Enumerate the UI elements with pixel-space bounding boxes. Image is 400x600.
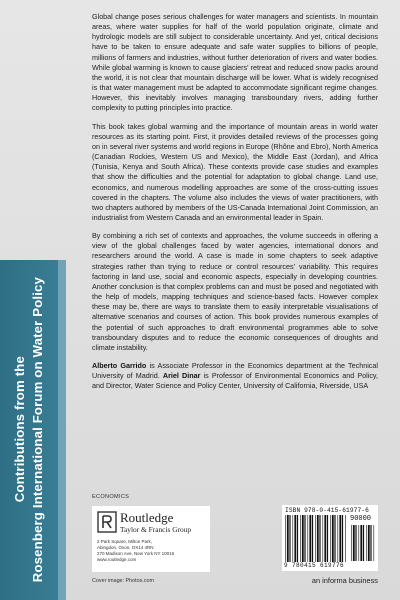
author2-name: Ariel Dinar [162,371,201,381]
publisher-group: Taylor & Francis Group [120,525,192,534]
series-band-stripe [58,260,66,600]
series-title-container [0,260,58,600]
series-title-line2: Rosenberg International Forum on Water Policy [30,277,45,583]
price-code: 90000 [350,515,372,523]
barcode-number: 9 780415 619776 [284,562,345,569]
author1-name: Alberto Garrido [92,361,147,370]
isbn-label: ISBN 978-0-415-61977-6 [285,507,369,514]
author2-bio: is Professor of Environmental Economics and Policy, and Director, Water Science and Policy Center, University of California, Riverside, USA [92,371,378,391]
cover-credit: Cover image: Photos.com [92,578,155,584]
informa-tagline: an informa business [311,576,378,585]
publisher-address-line: www.routledge.com [97,557,137,562]
series-title-line1: Contributions from the [12,356,27,504]
price-barcode [350,525,376,561]
publisher-address [97,539,209,563]
ean-barcode [284,515,348,562]
author1-bio: is Associate Professor in the Economics department at the Technical University of Madrid. [92,361,378,381]
barcode-box [282,505,378,571]
publisher-box [92,506,210,572]
publisher-address-line: 270 Madison Ave, New York NY 10016 [97,551,175,556]
blurb-paragraph-1: Global change poses serious challenges for water managers and scientists. In mountain areas, where water supplies for half of the world population originate, climate and hydrologic models are still subject to considerable uncertainty. And yet, critical decisions have to be taken to ensure adequate and safe water supplies to billions of people, millions of farmers and industries, without further deterioration of rivers and water bodies. While global warming is known to cause glaciers' retreat and reduced snow packs around the world, it is not clear that mountain discharge will be lower. What is widely recognised is that water management must be adapted to accommodate significant regime changes. However, this inevitably involves managing transboundary rivers, adding further complexity to putting principles into practice. [92,12,378,113]
series-title [11,277,47,582]
publisher-address-line: Abingdon, Oxon, OX14 4RN [97,545,154,550]
blurb-paragraph-2: This book takes global warming and the importance of mountain areas in world water resources as its starting point. First, it provides detailed reviews of the processes going on in several river systems and world regions in Europe (Rhône and Ebro), North America (Canadian Rockies, Western US and Mexico), the Middle East (Jordan), and Africa (Tunisia, Kenya and South Africa). These contexts provide case studies and examples that show the difficulties and the potential for adaptation to global change. Land use, economics, and numerous modelling approaches are some of the cross-cutting issues covered in the chapters. The volume also includes the views of water practitioners, with two chapters authored by members of the US-Canada International Joint Commission, an industrialist from Western Canada and an environmental leader in Spain. [92,121,378,222]
blurb [92,12,378,399]
routledge-logo-icon [97,511,117,533]
publisher-address-line: 2 Park Square, Milton Park, [97,539,153,544]
subject-category: ECONOMICS [92,494,130,500]
author-bios [92,361,378,391]
publisher-name: Routledge [120,510,174,525]
blurb-paragraph-3: By combining a rich set of contexts and approaches, the volume succeeds in offering a view of the global challenges faced by water agencies, international donors and researchers around the world. A case is made in some chapters to seek adaptive strategies rather than trying to reduce or control resources' variability. This requires factoring in land use, social and economic aspects, especially in developing countries. Another conclusion is that complex problems can and must be posed and negotiated with the help of models, mapping techniques and science-based facts. However complex these may be, there are ways to translate them to easily interpretable visualisations of alternative scenarios and courses of action. This book provides numerous examples of the potential of such approaches to draft environmental programmes able to solve transboundary disputes and to reduce the economic consequences of droughts and climate instability. [92,231,378,352]
